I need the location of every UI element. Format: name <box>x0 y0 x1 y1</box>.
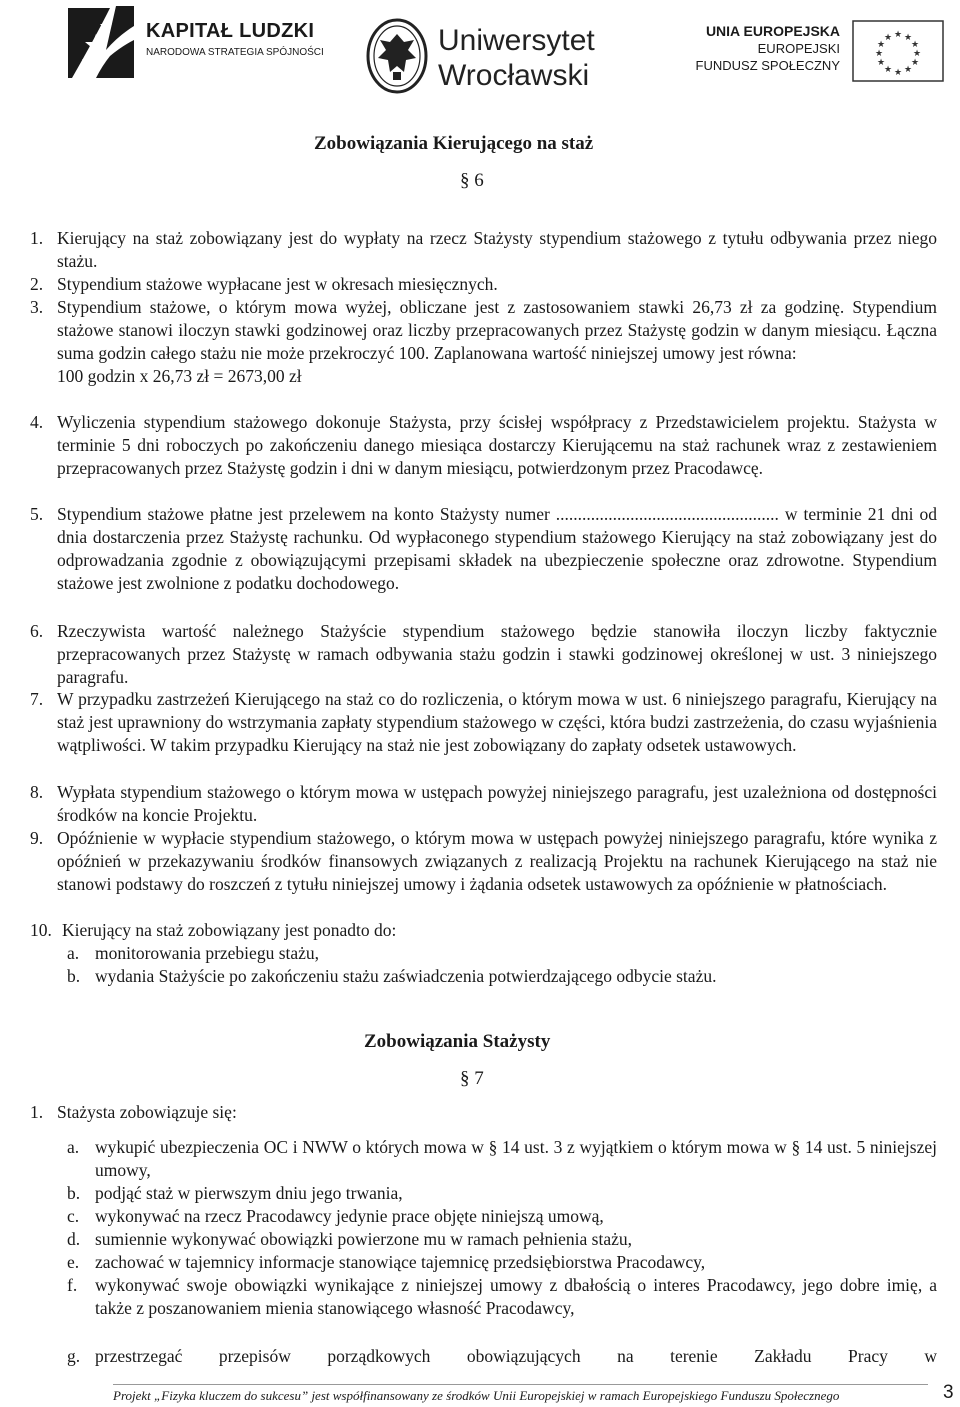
section2-paragraph-mark: § 7 <box>460 1068 484 1089</box>
list-text: Stażysta zobowiązuje się: <box>57 1102 237 1122</box>
list-item-6 <box>30 620 937 689</box>
logo-uwr-line2: Wrocławski <box>438 59 590 92</box>
list-number: 3. <box>30 297 44 317</box>
university-logo <box>358 10 598 100</box>
sub-text: monitorowania przebiegu stażu, <box>95 943 320 963</box>
svg-text:★: ★ <box>903 33 913 43</box>
list-text: Kierujący na staż zobowiązany jest do wypłaty na rzecz Stażysty stypendium stażowego z tytułu odbywania przez niego stażu. <box>57 228 937 271</box>
sub-text: wykonywać swoje obowiązki wynikające z niniejszej umowy z dbałością o interes Pracodawcy, jego dobre imię, a także z poszanowaniem mienia stanowiącego własność Pracodawcy, <box>95 1275 937 1318</box>
list-text: Stypendium stażowe płatne jest przelewem na konto Stażysty numer ................................................... w terminie 21 dni od dnia dostarczenia przez Stażystę rachunku. Od wypłaconego stypendium stażowego Kierujący na staż zobowiązany jest do odprowadzania zgodnie z obowiązującymi przepisami składek na ubezpieczenie społeczne oraz zdrowotne. Stypendium stażowe jest zwolnione z podatku dochodowego. <box>57 504 937 593</box>
list-text: Wypłata stypendium stażowego o którym mowa w ustępach powyżej niniejszego paragrafu, jest uzależniona od dostępności środków na koncie Projektu. <box>57 782 937 825</box>
s2-sub-item-b <box>67 1182 937 1205</box>
list-number: 4. <box>30 412 44 432</box>
list-number: 7. <box>30 689 44 709</box>
s2-sub-item-a <box>67 1136 937 1182</box>
logo-uwr-line1: Uniwersytet <box>438 24 595 57</box>
svg-text:★: ★ <box>876 40 886 50</box>
list-text: Rzeczywista wartość należnego Stażyście stypendium stażowego będzie stanowiła iloczyn liczby faktycznie przepracowanych przez Stażystę w ramach odbywania stażu godzin i stawki godzinowej określonej w ust. 3 niniejszego paragrafu. <box>57 621 937 687</box>
footer-divider <box>113 1384 928 1385</box>
s2-sub-item-c <box>67 1205 937 1228</box>
sub-text: zachować w tajemnicy informacje stanowiące tajemnicę przedsiębiorstwa Pracodawcy, <box>95 1252 706 1272</box>
list-text: Opóźnienie w wypłacie stypendium stażowego, o którym mowa w ustępach powyżej niniejszego paragrafu, które wynika z opóźnień w przekazywaniu środków finansowych związanych z realizacją Projektu na rachunek Kierującego na staż nie stanowi podstawy do roszczeń z tytułu niniejszej umowy i żądania odsetek ustawowych za opóźnienie w płatnościach. <box>57 828 937 894</box>
svg-text:★: ★ <box>893 30 903 40</box>
list-number: 6. <box>30 621 44 641</box>
sub-text: podjąć staż w pierwszym dniu jego trwania, <box>95 1183 403 1203</box>
logo-eu-line2: EUROPEJSKI <box>757 41 840 56</box>
list-text: Wyliczenia stypendium stażowego dokonuje Stażysta, przy ścisłej współpracy z Przedstawicielem projektu. Stażysta w terminie 5 dni roboczych po zakończeniu danego miesiąca dostarczy Kierującemu na staż rachunek wraz z zestawieniem przepracowanych przez Stażystę godzin i dni w danym miesiącu, potwierdzonym przez Pracodawcę. <box>57 412 937 478</box>
s2-sub-item-f <box>67 1274 937 1320</box>
sub-letter: b. <box>67 966 81 986</box>
list-text: W przypadku zastrzeżeń Kierującego na staż co do rozliczenia, o którym mowa w ust. 6 niniejszego paragrafu, Kierujący na staż jest uprawniony do wstrzymania zapłaty stypendium stażowego w części, która budzi zastrzeżenia, do czasu wyjaśnienia wątpliwości. W takim przypadku Kierujący na staż nie jest zobowiązany do zapłaty odsetek ustawowych. <box>57 689 937 755</box>
list-item-4 <box>30 411 937 480</box>
list-text: Stypendium stażowe wypłacane jest w okresach miesięcznych. <box>57 274 498 294</box>
svg-text:★: ★ <box>883 65 893 75</box>
s2-sub-item-g <box>67 1345 937 1368</box>
list-number: 10. <box>30 920 52 940</box>
list-number: 5. <box>30 504 44 524</box>
sub-text: wykonywać na rzecz Pracodawcy jedynie prace objęte niniejszą umową, <box>95 1206 604 1226</box>
list-number: 2. <box>30 274 44 294</box>
sub-letter: a. <box>67 943 80 963</box>
eu-flag-icon <box>852 20 944 82</box>
list-item-8 <box>30 781 937 827</box>
section2-title: Zobowiązania Stażysty <box>364 1031 551 1052</box>
svg-text:★: ★ <box>912 49 922 59</box>
sub-text: przestrzegać przepisów porządkowych obowiązujących na terenie Zakładu Pracy w <box>95 1346 937 1366</box>
svg-text:★: ★ <box>874 49 884 59</box>
university-crest-icon <box>366 18 428 94</box>
sub-letter: d. <box>67 1229 81 1249</box>
sub-item-10a <box>67 942 937 965</box>
list-item-3 <box>30 296 937 388</box>
svg-text:★: ★ <box>910 58 920 68</box>
sub-text: wydania Stażyście po zakończeniu stażu zaświadczenia potwierdzającego odbycie stażu. <box>95 966 717 986</box>
svg-text:★: ★ <box>876 58 886 68</box>
list-text: Kierujący na staż zobowiązany jest ponadto do: <box>62 920 397 940</box>
logo-eu-line1: UNIA EUROPEJSKA <box>705 23 840 39</box>
s2-list-item-1 <box>30 1101 937 1124</box>
logo-kl-title: KAPITAŁ LUDZKI <box>146 20 315 42</box>
list-item-5 <box>30 503 937 595</box>
list-number: 8. <box>30 782 44 802</box>
sub-text: wykupić ubezpieczenia OC i NWW o których mowa w § 14 ust. 3 z wyjątkiem o którym mowa w § 14 ust. 5 niniejszej umowy, <box>95 1137 937 1180</box>
list-text-extra: 100 godzin x 26,73 zł = 2673,00 zł <box>57 366 302 386</box>
sub-letter: c. <box>67 1206 80 1226</box>
eu-logo <box>695 20 950 82</box>
sub-item-10b <box>67 965 937 988</box>
kapital-ludzki-logo <box>60 6 324 86</box>
list-item-2 <box>30 273 937 296</box>
svg-text:★: ★ <box>903 65 913 75</box>
list-item-10 <box>30 919 937 942</box>
svg-text:★: ★ <box>893 68 903 78</box>
sub-letter: g. <box>67 1346 81 1366</box>
logo-kl-subtitle: NARODOWA STRATEGIA SPÓJNOŚCI <box>146 47 324 58</box>
s2-sub-item-e <box>67 1251 937 1274</box>
footer-text: Projekt „Fizyka kluczem do sukcesu” jest współfinansowany ze środków Unii Europejskiej w ramach Europejskiego Funduszu Społecznego <box>113 1388 840 1403</box>
svg-text:★: ★ <box>883 33 893 43</box>
sub-letter: f. <box>67 1275 78 1295</box>
sub-letter: e. <box>67 1252 80 1272</box>
sub-text: sumiennie wykonywać obowiązki powierzone mu w ramach pełnienia stażu, <box>95 1229 632 1249</box>
logo-eu-line3: FUNDUSZ SPOŁECZNY <box>695 58 840 73</box>
section1-title: Zobowiązania Kierującego na staż <box>314 133 594 154</box>
s2-sub-item-d <box>67 1228 937 1251</box>
list-number: 1. <box>30 1102 44 1122</box>
list-number: 9. <box>30 828 44 848</box>
sub-letter: a. <box>67 1137 80 1157</box>
list-item-9 <box>30 827 937 896</box>
list-number: 1. <box>30 228 44 248</box>
kapital-ludzki-emblem-icon <box>66 6 136 80</box>
section1-paragraph-mark: § 6 <box>460 170 484 191</box>
sub-letter: b. <box>67 1183 81 1203</box>
svg-text:★: ★ <box>910 40 920 50</box>
page-number: 3 <box>943 1382 954 1403</box>
list-item-7 <box>30 688 937 757</box>
list-item-1 <box>30 227 937 273</box>
list-text: Stypendium stażowe, o którym mowa wyżej, obliczane jest z zastosowaniem stawki 26,73 zł za godzinę. Stypendium stażowe stanowi iloczyn stawki godzinowej oraz liczby przepracowanych przez Stażystę godzin w danym miesiącu. Łączna suma godzin całego stażu nie może przekroczyć 100. Zaplanowana wartość niniejszej umowy jest równa: <box>57 297 937 363</box>
